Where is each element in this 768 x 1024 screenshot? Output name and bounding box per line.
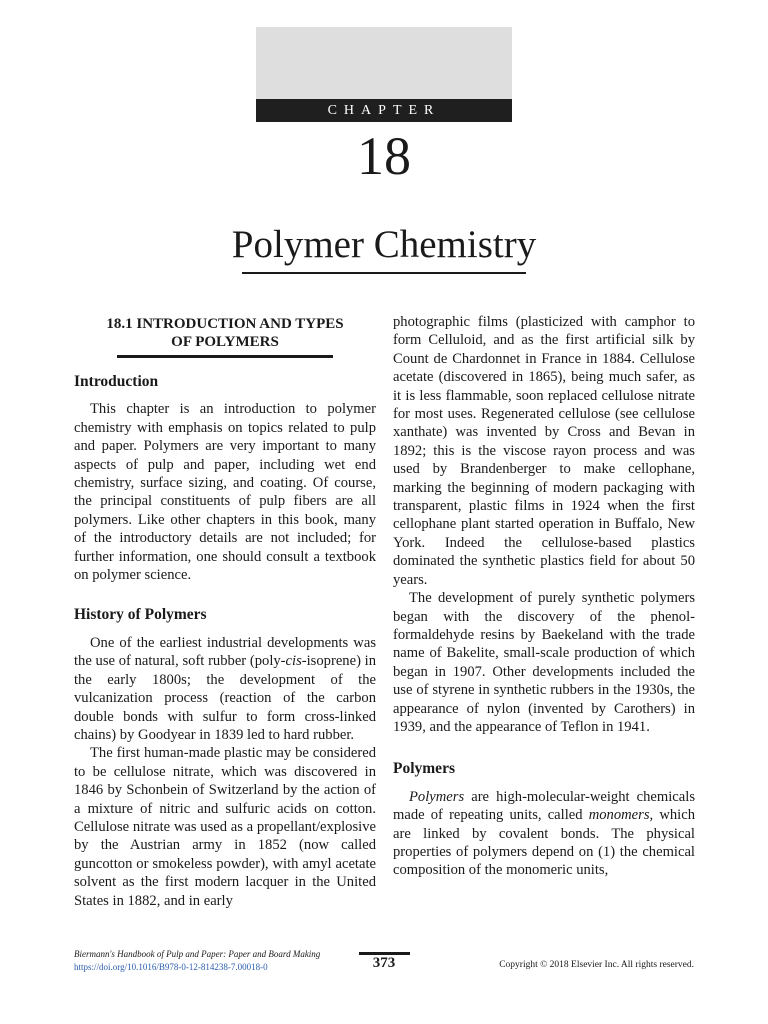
monomers-italic: monomers, (588, 807, 654, 824)
introduction-heading: Introduction (74, 373, 159, 390)
history-paragraph-2: The first human-made plastic may be considered to be cellulose nitrate, which was discovered in 1846 by Schonbein of Switzerland by the action of a mixture of nitric and sulfuric acids on cotton. Cellulose nitrate was used as a propellant/explosive by the Austrian army in 1852 (now called guncotton or smokeless powder), with amyl acetate solvent as the first modern lacquer in the United States in 1882, and in early (74, 745, 376, 909)
history-paragraph-1 (74, 634, 376, 744)
polymers-paragraph (393, 788, 695, 880)
title-underline (242, 272, 526, 274)
polymers-heading: Polymers (393, 760, 455, 778)
section-heading-rule (117, 355, 333, 358)
polymers-italic: Polymers (409, 788, 465, 805)
chapter-title: Polymer Chemistry (231, 223, 537, 266)
synthetic-polymers-paragraph: The development of purely synthetic polymers began with the discovery of the phenol-formaldehyde resins by Baekeland with the trade name of Bakelite, small-scale production of which began in 1907. Other developments included the use of styrene in synthetic rubbers in the 1930s, the appearance of nylon (invented by Carothers) in 1939, and the appearance of Teflon in 1941. (393, 590, 695, 735)
history-text-a: One of the earliest industrial developments was the use of natural, soft rubber (poly- (74, 634, 376, 670)
spacer (393, 736, 695, 756)
chapter-label: CHAPTER (256, 99, 512, 122)
section-heading-line2: OF POLYMERS (171, 334, 279, 350)
continued-paragraph: photographic films (plasticized with camphor to form Celluloid, and as the first artificial silk by Count de Chardonnet in France in 1884. Cellulose acetate (discovered in 1865), being much safer, as it is less flammable, soon replaced cellulose nitrate for most uses. Regenerated cellulose (see cellulose xanthate) was invented by Cross and Bevan in 1892; this is the viscose rayon process and was used by Brandenberger to make cellophane, marking the beginning of modern packaging with transparent, plastic films in 1924 when the first cellophane plant started operation in Buffalo, New York. Indeed the cellulose-based plastics dominated the synthetic plastics field for about 50 years. (393, 314, 695, 588)
chapter-number: 18 (357, 126, 411, 186)
history-italic-cis: cis (285, 653, 302, 670)
introduction-paragraph: This chapter is an introduction to polymer chemistry with emphasis on topics related to pulp and paper. Polymers are very important to many aspects of pulp and paper, including wet end chemistry, surface sizing, and coating. Of course, the principal constituents of pulp fibers are all polymers. Like other chapters in this book, many of the introductory details are not included; for further information, one should consult a textbook on polymer science. (74, 401, 376, 584)
footer-copyright: Copyright © 2018 Elsevier Inc. All rights reserved. (499, 960, 694, 970)
left-column (74, 313, 376, 910)
section-heading-line1: 18.1 INTRODUCTION AND TYPES (106, 316, 344, 332)
right-column (393, 313, 695, 880)
footer-doi-link[interactable]: https://doi.org/10.1016/B978-0-12-814238-7.00018-0 (74, 962, 268, 972)
polymers-text-1: are high-molecular-weight chemicals made of repeating units, called (393, 788, 695, 824)
page-number: 373 (372, 955, 396, 971)
history-text-b: -isoprene) in the early 1800s; the development of the vulcanization process (reaction of the carbon double bonds with sulfur to form cross-linked chains) by Goodyear in 1839 led to hard rubber. (74, 653, 376, 743)
history-heading: History of Polymers (74, 606, 207, 624)
footer-book-title: Biermann's Handbook of Pulp and Paper: Paper and Board Making (74, 949, 321, 959)
chapter-header-box (256, 27, 512, 99)
section-heading (74, 315, 376, 351)
polymers-text-2: which are linked by covalent bonds. The physical properties of polymers depend on (1) the chemical composition of the monomeric units, (393, 807, 695, 879)
